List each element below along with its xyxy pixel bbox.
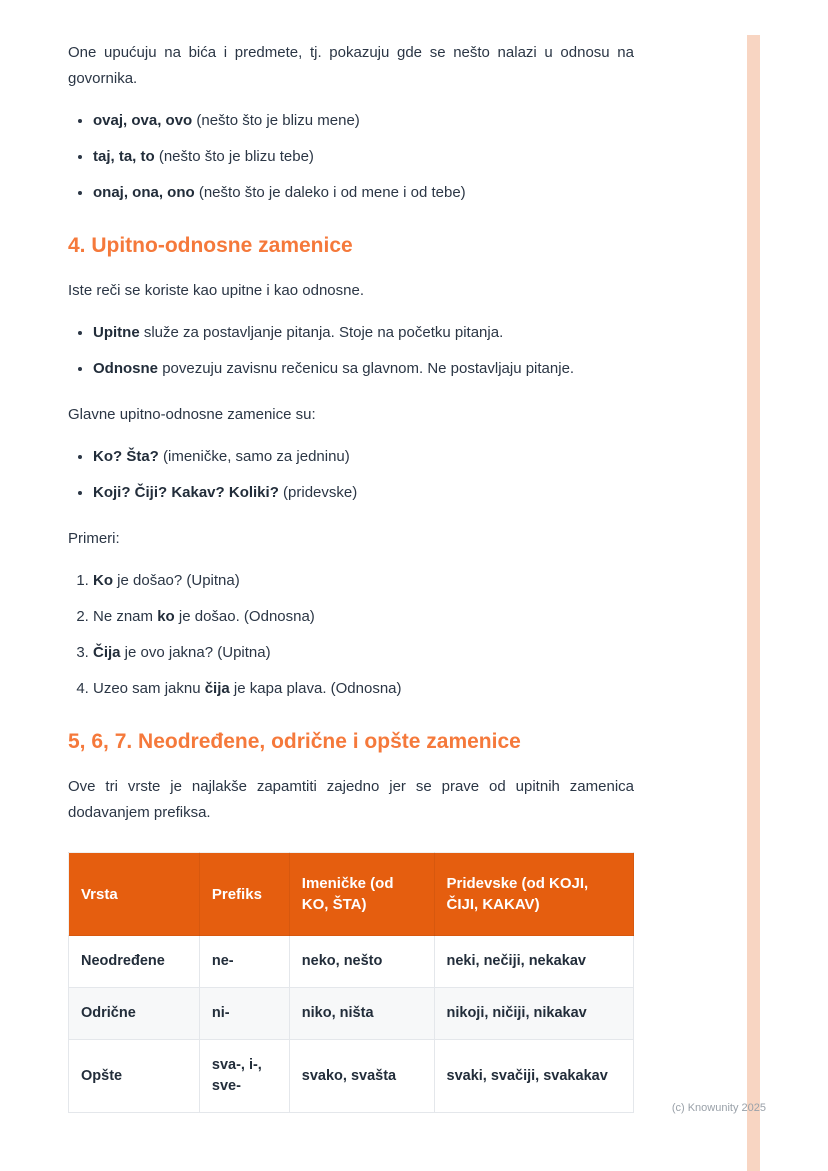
table-cell: Neodređene xyxy=(69,936,200,988)
table-cell: neki, nečiji, nekakav xyxy=(434,936,634,988)
page-edge-stripe xyxy=(747,35,760,1171)
list-item xyxy=(93,180,634,206)
example-post: je došao? (Upitna) xyxy=(113,572,240,589)
section4-intro: Iste reči se koriste kao upitne i kao odnosne. xyxy=(68,282,365,299)
table-row xyxy=(69,988,634,1040)
table-cell: ni- xyxy=(199,988,289,1040)
example-post: je ovo jakna? (Upitna) xyxy=(120,644,271,661)
table-cell: neko, nešto xyxy=(289,936,434,988)
pronoun-types-list xyxy=(68,320,634,382)
table-row xyxy=(69,936,634,988)
list-item xyxy=(93,320,634,346)
table-cell: svaki, svačiji, svakakav xyxy=(434,1040,634,1113)
example-item xyxy=(93,640,634,666)
table-header-cell: Imeničke (od KO, ŠTA) xyxy=(289,853,434,936)
table-header-cell: Prefiks xyxy=(199,853,289,936)
example-bold: čija xyxy=(204,680,230,697)
term: taj, ta, to xyxy=(93,148,155,165)
example-bold: ko xyxy=(157,608,175,625)
example-post: je kapa plava. (Odnosna) xyxy=(229,680,402,697)
example-post: je došao. (Odnosna) xyxy=(174,608,315,625)
example-item xyxy=(93,676,634,702)
definition: služe za postavljanje pitanja. Stoje na početku pitanja. xyxy=(143,324,504,341)
table-header-cell: Vrsta xyxy=(69,853,200,936)
definition: (nešto što je daleko i od mene i od tebe) xyxy=(198,184,466,201)
example-bold: Ko xyxy=(93,572,113,589)
intro-paragraph: One upućuju na bića i predmete, tj. pokazuju gde se nešto nalazi u odnosu na govornika. xyxy=(68,44,634,87)
table-row xyxy=(69,1040,634,1113)
example-pre: Ne znam xyxy=(93,608,158,625)
section567-intro: Ove tri vrste je najlakše zapamtiti zajedno jer se prave od upitnih zamenica dodavanjem prefiksa. xyxy=(68,778,634,821)
table-header-row xyxy=(69,853,634,936)
list-item xyxy=(93,144,634,170)
term: Odnosne xyxy=(93,360,159,377)
demonstratives-list xyxy=(68,108,634,206)
example-pre: Uzeo sam jaknu xyxy=(93,680,205,697)
list-item xyxy=(93,480,634,506)
example-item xyxy=(93,604,634,630)
document-content xyxy=(68,40,634,1113)
main-pronouns-label: Glavne upitno-odnosne zamenice su: xyxy=(68,406,316,423)
example-bold: Čija xyxy=(93,644,121,661)
table-cell: nikoji, ničiji, nikakav xyxy=(434,988,634,1040)
table-cell: svako, svašta xyxy=(289,1040,434,1113)
table-header-cell: Pridevske (od KOJI, ČIJI, KAKAV) xyxy=(434,853,634,936)
section-heading-4: 4. Upitno-odnosne zamenice xyxy=(68,234,353,257)
definition: (imeničke, samo za jedninu) xyxy=(163,448,350,465)
examples-label: Primeri: xyxy=(68,530,120,547)
table-cell: niko, ništa xyxy=(289,988,434,1040)
copyright-footer: (c) Knowunity 2025 xyxy=(671,1102,766,1114)
list-item xyxy=(93,444,634,470)
definition: (nešto što je blizu mene) xyxy=(196,112,360,129)
main-pronouns-list xyxy=(68,444,634,506)
table-cell: Opšte xyxy=(69,1040,200,1113)
term: onaj, ona, ono xyxy=(93,184,195,201)
table-cell: Odrične xyxy=(69,988,200,1040)
term: Upitne xyxy=(93,324,140,341)
table-cell: sva-, i-, sve- xyxy=(199,1040,289,1113)
definition: (pridevske) xyxy=(283,484,358,501)
definition: (nešto što je blizu tebe) xyxy=(158,148,314,165)
examples-list xyxy=(68,568,634,702)
table-cell: ne- xyxy=(199,936,289,988)
term: Koji? Čiji? Kakav? Koliki? xyxy=(93,484,279,501)
term: ovaj, ova, ovo xyxy=(93,112,193,129)
term: Ko? Šta? xyxy=(93,448,159,465)
definition: povezuju zavisnu rečenicu sa glavnom. Ne postavljaju pitanje. xyxy=(162,360,575,377)
list-item xyxy=(93,108,634,134)
example-item xyxy=(93,568,634,594)
list-item xyxy=(93,356,634,382)
section-heading-567: 5, 6, 7. Neodređene, odrične i opšte zamenice xyxy=(68,730,521,753)
pronoun-prefix-table xyxy=(68,852,634,1113)
